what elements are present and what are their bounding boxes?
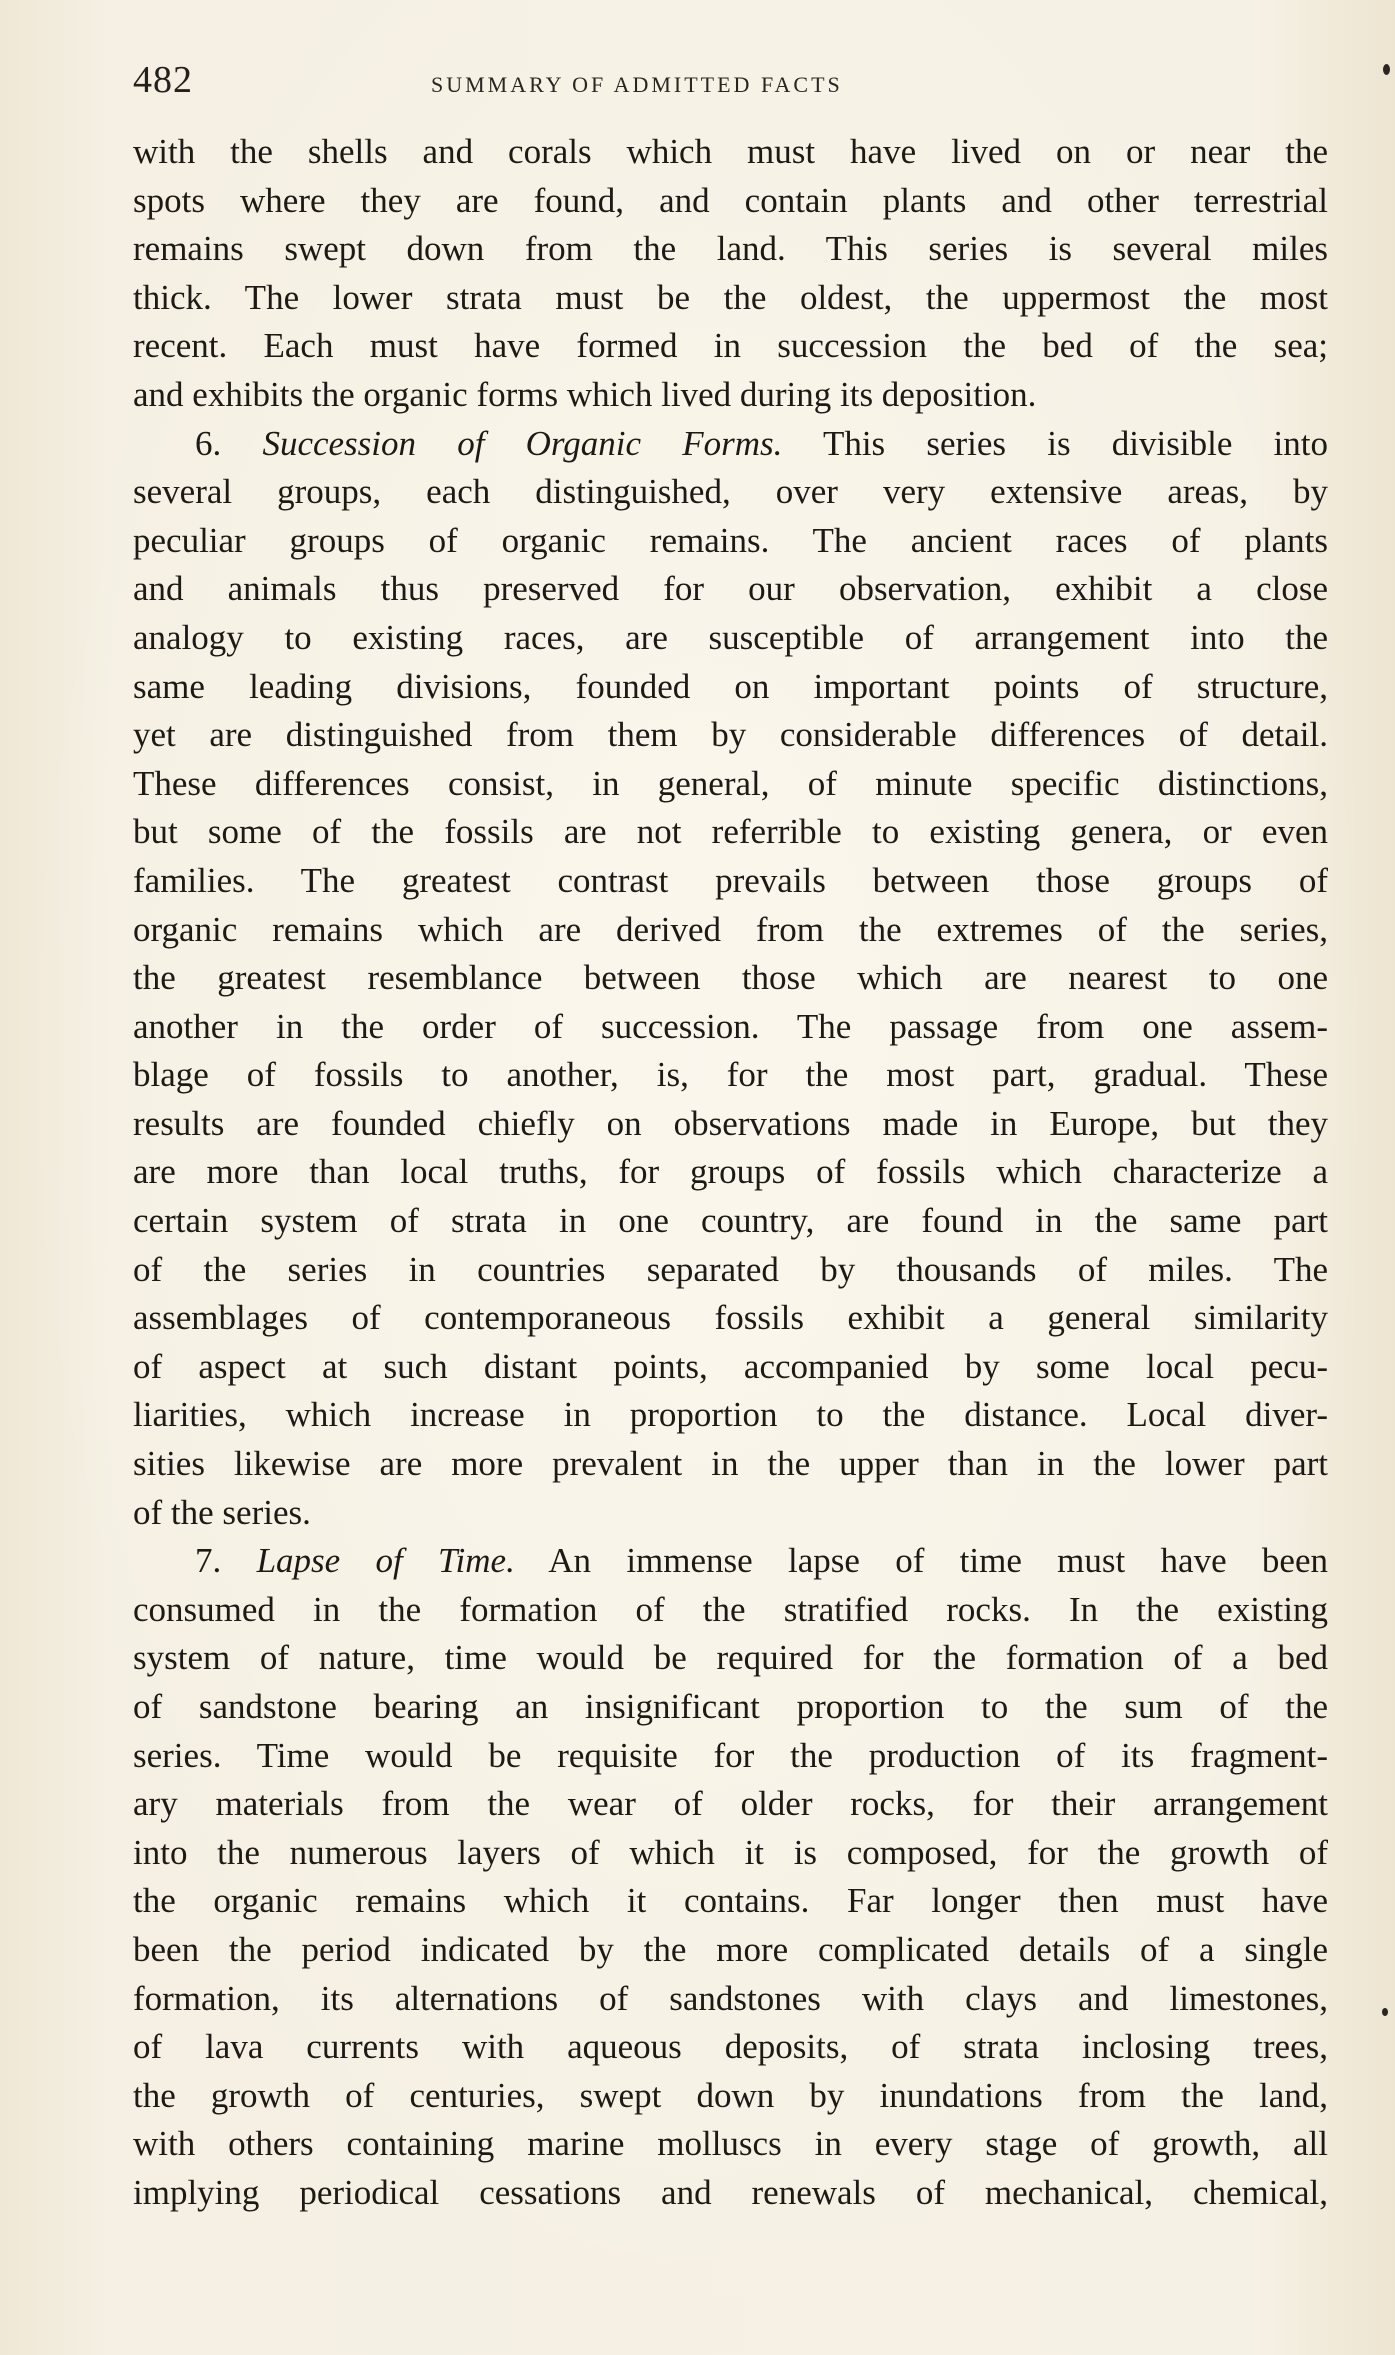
text-fragment: An immense lapse of time must have been [548,1541,1328,1581]
section-heading: Succession of Organic Forms. [262,423,783,463]
text-line: with the shells and corals which must have lived on or near the [133,132,1328,171]
text-line: the growth of centuries, swept down by inundations from the land, [133,2075,1328,2115]
text-line: peculiar groups of organic remains. The ancient races of plants [133,520,1328,560]
text-line: into the numerous layers of which it is composed, for the growth of [133,1832,1328,1872]
text-line: liarities, which increase in proportion to the distance. Local diver- [133,1395,1328,1435]
section-6-first-line [133,420,1328,469]
text-line: with others containing marine molluscs in every stage of growth, all [133,2124,1328,2164]
text-line: spots where they are found, and contain plants and other terrestrial [133,180,1328,220]
text-line: same leading divisions, founded on important points of structure, [133,666,1328,706]
text-line: families. The greatest contrast prevails between those groups of [133,860,1328,900]
section-number: 6. [195,423,222,463]
text-line: another in the order of succession. The passage from one assem- [133,1006,1328,1046]
text-line: assemblages of contemporaneous fossils exhibit a general similarity [133,1298,1328,1338]
ink-speck [1382,2008,1388,2016]
text-line: recent. Each must have formed in succession the bed of the sea; [133,326,1328,366]
text-line: analogy to existing races, are susceptible of arrangement into the [133,617,1328,657]
text-line: but some of the fossils are not referrible to existing genera, or even [133,812,1328,852]
text-line: organic remains which are derived from the extremes of the series, [133,909,1328,949]
text-line: of lava currents with aqueous deposits, of strata inclosing trees, [133,2027,1328,2067]
text-line: implying periodical cessations and renewals of mechanical, chemical, [133,2172,1328,2212]
text-line: consumed in the formation of the stratified rocks. In the existing [133,1589,1328,1629]
text-fragment: This series is divisible into [822,423,1328,463]
text-line: series. Time would be requisite for the production of its fragment- [133,1735,1328,1775]
ink-speck [1383,64,1390,75]
text-line: several groups, each distinguished, over very extensive areas, by [133,472,1328,512]
text-line: of sandstone bearing an insignificant proportion to the sum of the [133,1687,1328,1726]
text-line: of the series. [133,1492,311,1532]
text-line: ary materials from the wear of older rocks, for their arrangement [133,1784,1328,1824]
text-line: sities likewise are more prevalent in the upper than in the lower part [133,1444,1328,1484]
text-line: the organic remains which it contains. Far longer then must have [133,1881,1328,1921]
page-number: 482 [133,59,193,101]
text-line: are more than local truths, for groups of fossils which characterize a [133,1152,1328,1192]
body-text [133,128,1328,2218]
text-line: blage of fossils to another, is, for the most part, gradual. These [133,1055,1328,1095]
text-line: of aspect at such distant points, accompanied by some local pecu- [133,1346,1328,1386]
text-line: been the period indicated by the more complicated details of a single [133,1929,1328,1969]
text-line: remains swept down from the land. This series is several miles [133,229,1328,269]
section-heading: Lapse of Time. [256,1541,515,1581]
text-line: These differences consist, in general, of minute specific distinctions, [133,763,1328,803]
running-title: SUMMARY OF ADMITTED FACTS [431,72,843,97]
text-line: yet are distinguished from them by considerable differences of detail. [133,715,1328,755]
text-line: the greatest resemblance between those which are nearest to one [133,958,1328,998]
text-line: formation, its alternations of sandstones with clays and limestones, [133,1978,1328,2018]
text-line: and exhibits the organic forms which lived during its deposition. [133,374,1037,414]
text-line: thick. The lower strata must be the oldest, the uppermost the most [133,277,1328,317]
text-line: and animals thus preserved for our observation, exhibit a close [133,569,1328,609]
text-line: certain system of strata in one country, are found in the same part [133,1201,1328,1241]
section-7-first-line [133,1537,1328,1586]
text-line: system of nature, time would be required for the formation of a bed [133,1638,1328,1678]
running-head [133,58,1273,108]
text-line: results are founded chiefly on observations made in Europe, but they [133,1103,1328,1143]
text-line: of the series in countries separated by thousands of miles. The [133,1249,1328,1289]
section-number: 7. [195,1541,222,1581]
